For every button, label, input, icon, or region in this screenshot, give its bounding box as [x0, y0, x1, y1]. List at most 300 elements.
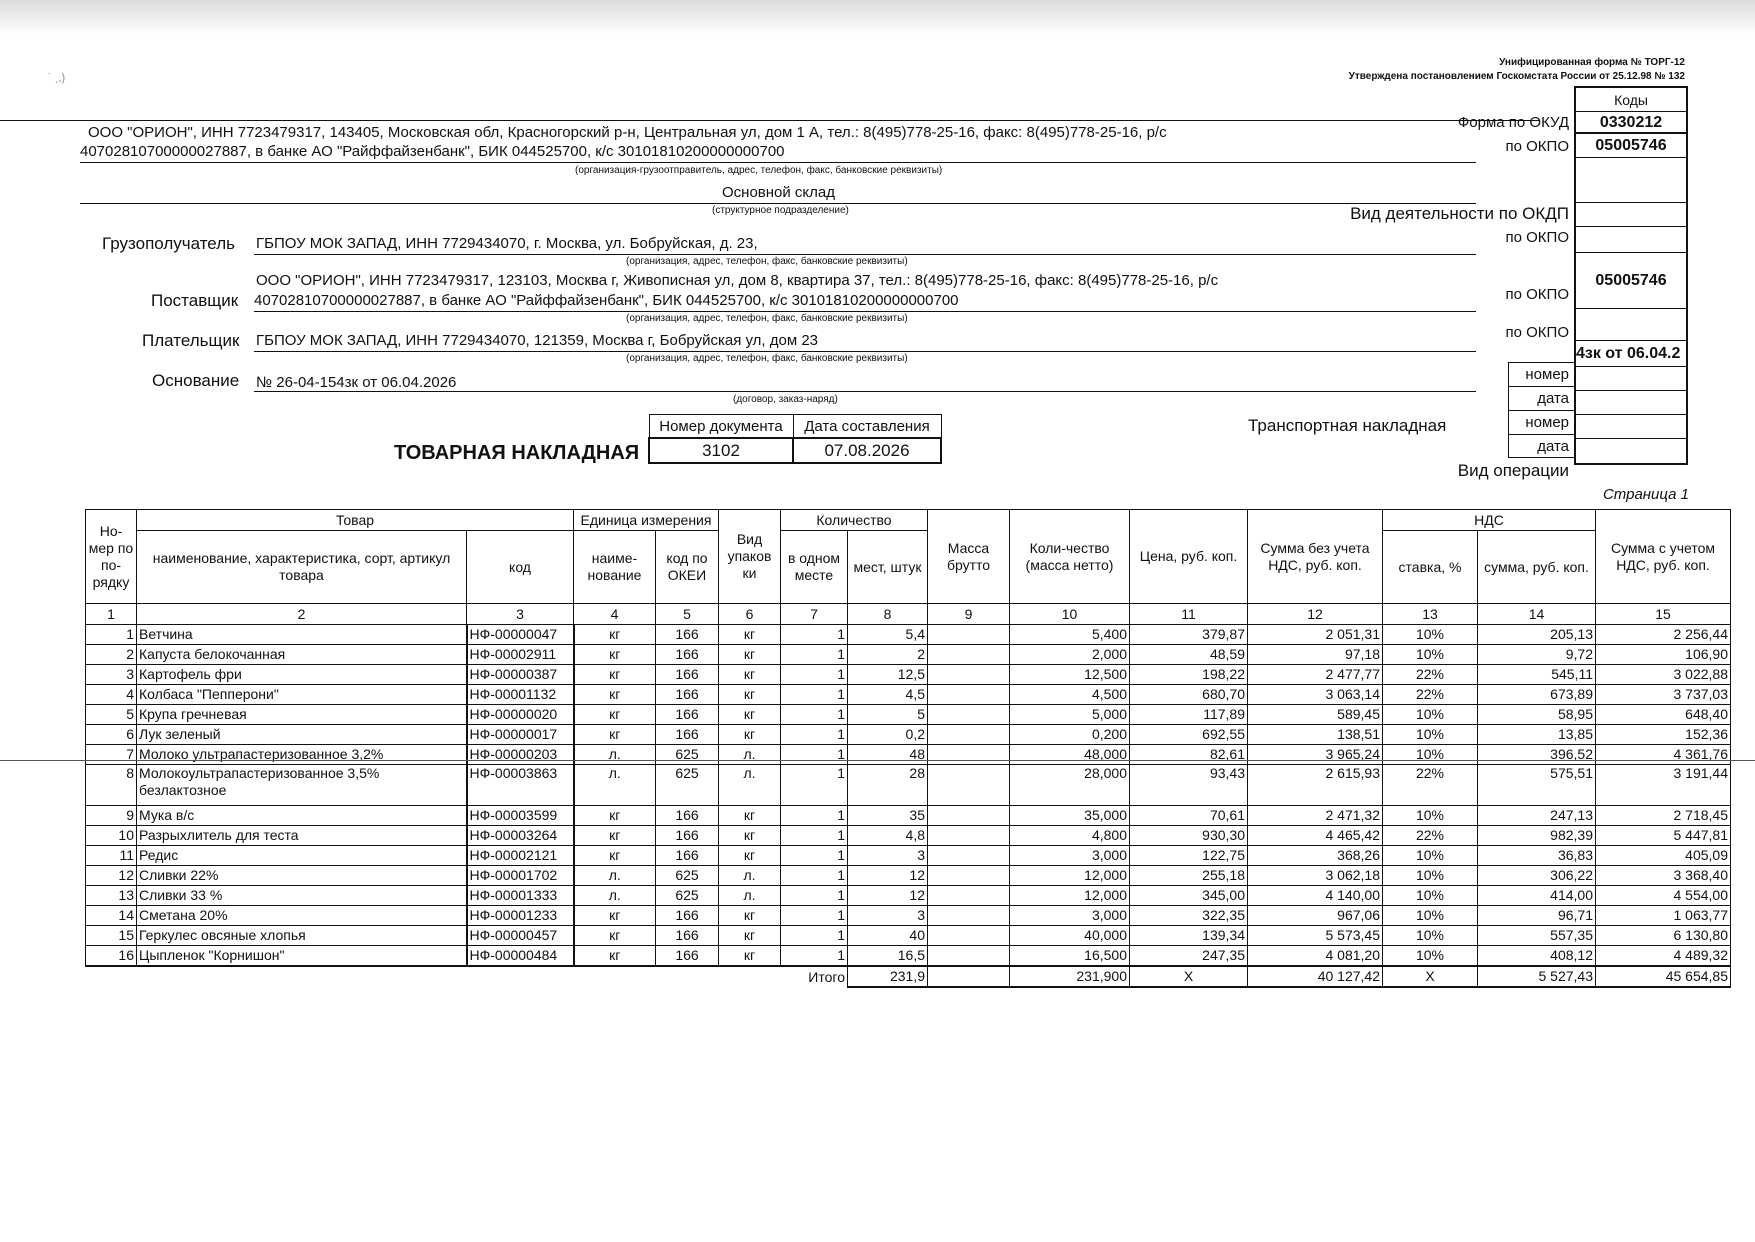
pack-type: кг — [719, 665, 781, 685]
okei-code: 625 — [656, 765, 719, 806]
price: 345,00 — [1130, 886, 1248, 906]
qty-places: 5,4 — [848, 625, 928, 645]
vat-rate: 22% — [1383, 665, 1478, 685]
goods-table — [85, 509, 1731, 988]
supplier-line2: 40702810700000027887, в банке АО "Райффайзенбанк", БИК 044525700, к/с 30101810200000000700 — [254, 292, 959, 309]
vat-sum: 557,35 — [1478, 926, 1596, 946]
vat-rate: 22% — [1383, 685, 1478, 705]
total-with-vat: 4 554,00 — [1596, 886, 1731, 906]
qty-in-one-place: 1 — [781, 685, 848, 705]
column-number: 3 — [467, 604, 574, 625]
vat-rate: 10% — [1383, 946, 1478, 967]
payer-caption: (организация, адрес, телефон, факс, банковские реквизиты) — [626, 353, 908, 364]
totals-total: 45 654,85 — [1596, 966, 1731, 987]
qty-in-one-place: 1 — [781, 846, 848, 866]
qty-in-one-place: 1 — [781, 926, 848, 946]
pack-type: л. — [719, 866, 781, 886]
qty-places: 3 — [848, 906, 928, 926]
unit-name: л. — [574, 886, 656, 906]
gross-mass — [928, 926, 1010, 946]
item-code: НФ-00000047 — [467, 625, 574, 645]
vat-sum: 673,89 — [1478, 685, 1596, 705]
okei-code: 166 — [656, 806, 719, 826]
vat-sum: 58,95 — [1478, 705, 1596, 725]
total-with-vat: 2 718,45 — [1596, 806, 1731, 826]
totals-label: Итого — [808, 968, 845, 985]
supplier-label: Поставщик — [151, 291, 239, 310]
sum-no-vat: 97,18 — [1248, 645, 1383, 665]
item-code: НФ-00001132 — [467, 685, 574, 705]
gross-mass — [928, 906, 1010, 926]
unit-name: л. — [574, 745, 656, 765]
header-in-one-place: в одном месте — [781, 531, 848, 604]
header-unit-name: наиме-нование — [574, 531, 656, 604]
item-name: Колбаса "Пепперони" — [137, 685, 467, 705]
column-number: 12 — [1248, 604, 1383, 625]
row-number: 1 — [86, 625, 137, 645]
pack-type: кг — [719, 705, 781, 725]
okei-code: 166 — [656, 665, 719, 685]
row-number: 9 — [86, 806, 137, 826]
pack-type: кг — [719, 806, 781, 826]
consignee-caption: (организация, адрес, телефон, факс, банковские реквизиты) — [626, 256, 908, 267]
qty-places: 4,8 — [848, 826, 928, 846]
total-with-vat: 6 130,80 — [1596, 926, 1731, 946]
vat-rate: 10% — [1383, 806, 1478, 826]
okei-code: 166 — [656, 705, 719, 725]
total-with-vat: 1 063,77 — [1596, 906, 1731, 926]
pack-type: кг — [719, 645, 781, 665]
unit-name: кг — [574, 826, 656, 846]
row-number: 6 — [86, 725, 137, 745]
unit-name: кг — [574, 946, 656, 967]
qty-in-one-place: 1 — [781, 725, 848, 745]
vat-sum: 205,13 — [1478, 625, 1596, 645]
doc-number-label: Номер документа — [649, 415, 793, 439]
table-row — [86, 946, 1731, 967]
division-code — [1576, 158, 1686, 203]
price: 198,22 — [1130, 665, 1248, 685]
column-number: 14 — [1478, 604, 1596, 625]
basis-underline — [254, 391, 1476, 392]
total-with-vat: 4 361,76 — [1596, 745, 1731, 765]
header-net: Коли-чество (масса нетто) — [1010, 510, 1130, 604]
qty-places: 5 — [848, 705, 928, 725]
table-row — [86, 886, 1731, 906]
header-goods-name: наименование, характеристика, сорт, артикул товара — [137, 531, 467, 604]
unit-name: кг — [574, 806, 656, 826]
gross-mass — [928, 826, 1010, 846]
divider — [1508, 410, 1574, 411]
okdp-label: Вид деятельности по ОКДП — [1350, 204, 1569, 223]
header-price: Цена, руб. коп. — [1130, 510, 1248, 604]
doc-number-box — [648, 414, 942, 464]
okei-code: 166 — [656, 846, 719, 866]
vat-rate: 22% — [1383, 765, 1478, 806]
division-underline — [80, 203, 1476, 204]
column-number: 4 — [574, 604, 656, 625]
okei-code: 166 — [656, 625, 719, 645]
column-number: 7 — [781, 604, 848, 625]
column-number: 5 — [656, 604, 719, 625]
total-with-vat: 648,40 — [1596, 705, 1731, 725]
total-with-vat: 5 447,81 — [1596, 826, 1731, 846]
qty-in-one-place: 1 — [781, 625, 848, 645]
item-code: НФ-00000020 — [467, 705, 574, 725]
item-name: Цыпленок "Корнишон" — [137, 946, 467, 967]
consignee-underline — [254, 254, 1476, 255]
okei-code: 166 — [656, 946, 719, 967]
total-with-vat: 3 737,03 — [1596, 685, 1731, 705]
division-value: Основной склад — [722, 184, 836, 201]
pack-type: кг — [719, 826, 781, 846]
sum-no-vat: 2 471,32 — [1248, 806, 1383, 826]
shipper-line1: ООО "ОРИОН", ИНН 7723479317, 143405, Московская обл, Красногорский р-н, Центральная ул, дом 1 А, тел.: 8(495)778-25-16, факс: 8(495)778-25-16, р/с — [88, 124, 1167, 141]
table-row — [86, 765, 1731, 806]
vat-sum: 545,11 — [1478, 665, 1596, 685]
totals-vat: 5 527,43 — [1478, 966, 1596, 987]
price: 70,61 — [1130, 806, 1248, 826]
sum-no-vat: 3 965,24 — [1248, 745, 1383, 765]
totals-row — [86, 966, 1731, 987]
okpo-consignee-label: по ОКПО — [1505, 229, 1569, 246]
qty-places: 40 — [848, 926, 928, 946]
net-quantity: 28,000 — [1010, 765, 1130, 806]
qty-in-one-place: 1 — [781, 886, 848, 906]
price: 680,70 — [1130, 685, 1248, 705]
pack-type: кг — [719, 906, 781, 926]
header-places: мест, штук — [848, 531, 928, 604]
net-quantity: 12,500 — [1010, 665, 1130, 685]
gross-mass — [928, 946, 1010, 967]
item-name: Сметана 20% — [137, 906, 467, 926]
column-number: 2 — [137, 604, 467, 625]
vat-rate: 10% — [1383, 886, 1478, 906]
net-quantity: 5,000 — [1010, 705, 1130, 725]
item-code: НФ-00000017 — [467, 725, 574, 745]
vat-sum: 408,12 — [1478, 946, 1596, 967]
basis-caption: (договор, заказ-наряд) — [733, 394, 838, 405]
table-row — [86, 906, 1731, 926]
gross-mass — [928, 866, 1010, 886]
okei-code: 166 — [656, 926, 719, 946]
gross-mass — [928, 625, 1010, 645]
sum-no-vat: 2 615,93 — [1248, 765, 1383, 806]
column-numbers-row — [86, 604, 1731, 625]
table-row — [86, 806, 1731, 826]
vat-sum: 96,71 — [1478, 906, 1596, 926]
basis-date-code — [1576, 367, 1686, 391]
unit-name: кг — [574, 685, 656, 705]
item-name: Редис — [137, 846, 467, 866]
basis-label: Основание — [152, 371, 240, 390]
qty-in-one-place: 1 — [781, 826, 848, 846]
header-sum-no-vat: Сумма без учета НДС, руб. коп. — [1248, 510, 1383, 604]
qty-places: 16,5 — [848, 946, 928, 967]
price: 122,75 — [1130, 846, 1248, 866]
transport-date-code — [1576, 415, 1686, 439]
okdp-code — [1576, 203, 1686, 227]
payer-label: Плательщик — [142, 331, 240, 350]
qty-in-one-place: 1 — [781, 665, 848, 685]
qty-places: 12,5 — [848, 665, 928, 685]
item-name: Картофель фри — [137, 665, 467, 685]
payer-underline — [254, 351, 1476, 352]
column-number: 13 — [1383, 604, 1478, 625]
item-code: НФ-00003599 — [467, 806, 574, 826]
qty-in-one-place: 1 — [781, 806, 848, 826]
gross-mass — [928, 886, 1010, 906]
table-row — [86, 625, 1731, 645]
okpo-payer-code — [1576, 309, 1686, 341]
sum-no-vat: 368,26 — [1248, 846, 1383, 866]
vat-rate: 22% — [1383, 826, 1478, 846]
okei-code: 166 — [656, 725, 719, 745]
qty-places: 3 — [848, 846, 928, 866]
row-number: 7 — [86, 745, 137, 765]
qty-places: 28 — [848, 765, 928, 806]
header-okei: код по ОКЕИ — [656, 531, 719, 604]
row-number: 10 — [86, 826, 137, 846]
unit-name: кг — [574, 926, 656, 946]
totals-rate: X — [1383, 966, 1478, 987]
basis-date-label: дата — [1537, 390, 1569, 407]
pack-type: кг — [719, 926, 781, 946]
item-name: Мука в/с — [137, 806, 467, 826]
unit-name: кг — [574, 705, 656, 725]
header-gross: Масса брутто — [928, 510, 1010, 604]
sum-no-vat: 2 477,77 — [1248, 665, 1383, 685]
net-quantity: 0,200 — [1010, 725, 1130, 745]
qty-in-one-place: 1 — [781, 866, 848, 886]
sum-no-vat: 3 062,18 — [1248, 866, 1383, 886]
header-goods: Товар — [137, 510, 574, 531]
net-quantity: 35,000 — [1010, 806, 1130, 826]
pack-type: кг — [719, 846, 781, 866]
header-vat: НДС — [1383, 510, 1596, 531]
okud-label: Форма по ОКУД — [1457, 114, 1569, 131]
column-number: 9 — [928, 604, 1010, 625]
qty-in-one-place: 1 — [781, 705, 848, 725]
vat-rate: 10% — [1383, 846, 1478, 866]
vat-rate: 10% — [1383, 645, 1478, 665]
shipper-line2: 40702810700000027887, в банке АО "Райффайзенбанк", БИК 044525700, к/с 30101810200000000700 — [80, 143, 785, 160]
operation-code — [1576, 439, 1686, 463]
net-quantity: 12,000 — [1010, 866, 1130, 886]
doc-date-label: Дата составления — [793, 415, 941, 439]
row-number: 12 — [86, 866, 137, 886]
sum-no-vat: 4 081,20 — [1248, 946, 1383, 967]
total-with-vat: 4 489,32 — [1596, 946, 1731, 967]
divider — [1508, 434, 1574, 435]
header-pack: Вид упаков ки — [719, 510, 781, 604]
supplier-line1: ООО "ОРИОН", ИНН 7723479317, 123103, Москва г, Живописная ул, дом 8, квартира 37, тел.: 8(495)778-25-16, факс: 8(495)778-25-16, р/с — [256, 272, 1219, 289]
payer-value: ГБПОУ МОК ЗАПАД, ИНН 7729434070, 121359, Москва г, Бобруйская ул, дом 23 — [256, 332, 819, 349]
total-with-vat: 2 256,44 — [1596, 625, 1731, 645]
item-code: НФ-00000457 — [467, 926, 574, 946]
unit-name: кг — [574, 725, 656, 745]
doc-title: ТОВАРНАЯ НАКЛАДНАЯ — [394, 442, 640, 464]
pack-type: л. — [719, 765, 781, 806]
pack-type: л. — [719, 745, 781, 765]
net-quantity: 4,800 — [1010, 826, 1130, 846]
okpo-supplier-label: по ОКПО — [1505, 286, 1569, 303]
vat-sum: 9,72 — [1478, 645, 1596, 665]
qty-in-one-place: 1 — [781, 906, 848, 926]
item-code: НФ-00002911 — [467, 645, 574, 665]
item-name: Лук зеленый — [137, 725, 467, 745]
row-number: 16 — [86, 946, 137, 967]
price: 93,43 — [1130, 765, 1248, 806]
unit-name: кг — [574, 665, 656, 685]
price: 930,30 — [1130, 826, 1248, 846]
qty-places: 2 — [848, 645, 928, 665]
gross-mass — [928, 725, 1010, 745]
okpo-shipper-label: по ОКПО — [1505, 138, 1569, 155]
operation-label: Вид операции — [1457, 461, 1569, 480]
net-quantity: 12,000 — [1010, 886, 1130, 906]
table-row — [86, 725, 1731, 745]
table-row — [86, 665, 1731, 685]
total-with-vat: 3 022,88 — [1596, 665, 1731, 685]
totals-places: 231,9 — [848, 966, 928, 987]
gross-mass — [928, 645, 1010, 665]
net-quantity: 40,000 — [1010, 926, 1130, 946]
item-code: НФ-00000387 — [467, 665, 574, 685]
column-number: 1 — [86, 604, 137, 625]
price: 139,34 — [1130, 926, 1248, 946]
column-number: 10 — [1010, 604, 1130, 625]
unit-name: л. — [574, 866, 656, 886]
header-code: код — [467, 531, 574, 604]
pack-type: кг — [719, 946, 781, 967]
price: 255,18 — [1130, 866, 1248, 886]
gross-mass — [928, 705, 1010, 725]
okei-code: 166 — [656, 826, 719, 846]
price: 82,61 — [1130, 745, 1248, 765]
sum-no-vat: 967,06 — [1248, 906, 1383, 926]
column-number: 15 — [1596, 604, 1731, 625]
vat-sum: 396,52 — [1478, 745, 1596, 765]
row-number: 13 — [86, 886, 137, 906]
form-approval: Утверждена постановлением Госкомстата России от 25.12.98 № 132 — [1348, 71, 1685, 82]
supplier-underline — [254, 311, 1476, 312]
okpo-payer-label: по ОКПО — [1505, 324, 1569, 341]
pack-type: л. — [719, 886, 781, 906]
basis-number-code: 4зк от 06.04.2 — [1576, 341, 1686, 367]
consignee-value: ГБПОУ МОК ЗАПАД, ИНН 7729434070, г. Москва, ул. Бобруйская, д. 23, — [256, 235, 758, 252]
divider — [1508, 386, 1574, 387]
okei-code: 166 — [656, 906, 719, 926]
sum-no-vat: 5 573,45 — [1248, 926, 1383, 946]
vat-rate: 10% — [1383, 745, 1478, 765]
gross-mass — [928, 765, 1010, 806]
header-vat-sum: сумма, руб. коп. — [1478, 531, 1596, 604]
item-code: НФ-00001702 — [467, 866, 574, 886]
qty-in-one-place: 1 — [781, 745, 848, 765]
okei-code: 625 — [656, 745, 719, 765]
scan-top-shadow — [0, 0, 1755, 34]
okud-code: 0330212 — [1576, 112, 1686, 134]
table-row — [86, 846, 1731, 866]
form-name: Унифицированная форма № ТОРГ-12 — [1499, 57, 1685, 68]
qty-places: 0,2 — [848, 725, 928, 745]
sum-no-vat: 3 063,14 — [1248, 685, 1383, 705]
item-name: Крупа гречневая — [137, 705, 467, 725]
table-row — [86, 705, 1731, 725]
unit-name: л. — [574, 765, 656, 806]
item-code: НФ-00001233 — [467, 906, 574, 926]
doc-date: 07.08.2026 — [793, 438, 941, 463]
column-number: 6 — [719, 604, 781, 625]
header-vat-rate: ставка, % — [1383, 531, 1478, 604]
doc-number: 3102 — [649, 438, 793, 463]
transport-number-code — [1576, 391, 1686, 415]
price: 48,59 — [1130, 645, 1248, 665]
total-with-vat: 3 191,44 — [1596, 765, 1731, 806]
item-code: НФ-00000203 — [467, 745, 574, 765]
shipper-underline — [80, 162, 1476, 163]
row-number: 11 — [86, 846, 137, 866]
item-code: НФ-00003264 — [467, 826, 574, 846]
qty-places: 4,5 — [848, 685, 928, 705]
item-name: Сливки 22% — [137, 866, 467, 886]
header-quantity: Количество — [781, 510, 928, 531]
supplier-caption: (организация, адрес, телефон, факс, банковские реквизиты) — [626, 313, 908, 324]
net-quantity: 3,000 — [1010, 906, 1130, 926]
item-name: Сливки 33 % — [137, 886, 467, 906]
price: 247,35 — [1130, 946, 1248, 967]
unit-name: кг — [574, 625, 656, 645]
header-total: Сумма с учетом НДС, руб. коп. — [1596, 510, 1731, 604]
totals-net: 231,900 — [1010, 966, 1130, 987]
vat-rate: 10% — [1383, 926, 1478, 946]
okei-code: 625 — [656, 886, 719, 906]
item-name: Ветчина — [137, 625, 467, 645]
item-name: Геркулес овсяные хлопья — [137, 926, 467, 946]
item-name: Молоко ультрапастеризованное 3,2% — [137, 745, 467, 765]
page-label: Страница 1 — [1602, 486, 1689, 503]
sum-no-vat: 589,45 — [1248, 705, 1383, 725]
net-quantity: 5,400 — [1010, 625, 1130, 645]
totals-sum-no-vat: 40 127,42 — [1248, 966, 1383, 987]
qty-in-one-place: 1 — [781, 946, 848, 967]
item-code: НФ-00002121 — [467, 846, 574, 866]
vat-sum: 306,22 — [1478, 866, 1596, 886]
price: 117,89 — [1130, 705, 1248, 725]
row-number: 14 — [86, 906, 137, 926]
gross-mass — [928, 846, 1010, 866]
vat-sum: 575,51 — [1478, 765, 1596, 806]
net-quantity: 4,500 — [1010, 685, 1130, 705]
column-number: 8 — [848, 604, 928, 625]
basis-number-label: номер — [1525, 366, 1569, 383]
gross-mass — [928, 685, 1010, 705]
gross-mass — [928, 665, 1010, 685]
sum-no-vat: 138,51 — [1248, 725, 1383, 745]
table-row — [86, 685, 1731, 705]
vat-sum: 247,13 — [1478, 806, 1596, 826]
pack-type: кг — [719, 725, 781, 745]
row-number: 4 — [86, 685, 137, 705]
totals-gross — [928, 966, 1010, 987]
vat-rate: 10% — [1383, 866, 1478, 886]
okei-code: 166 — [656, 645, 719, 665]
column-number: 11 — [1130, 604, 1248, 625]
codes-header: Коды — [1576, 88, 1686, 112]
qty-in-one-place: 1 — [781, 765, 848, 806]
header-unit: Единица измерения — [574, 510, 719, 531]
